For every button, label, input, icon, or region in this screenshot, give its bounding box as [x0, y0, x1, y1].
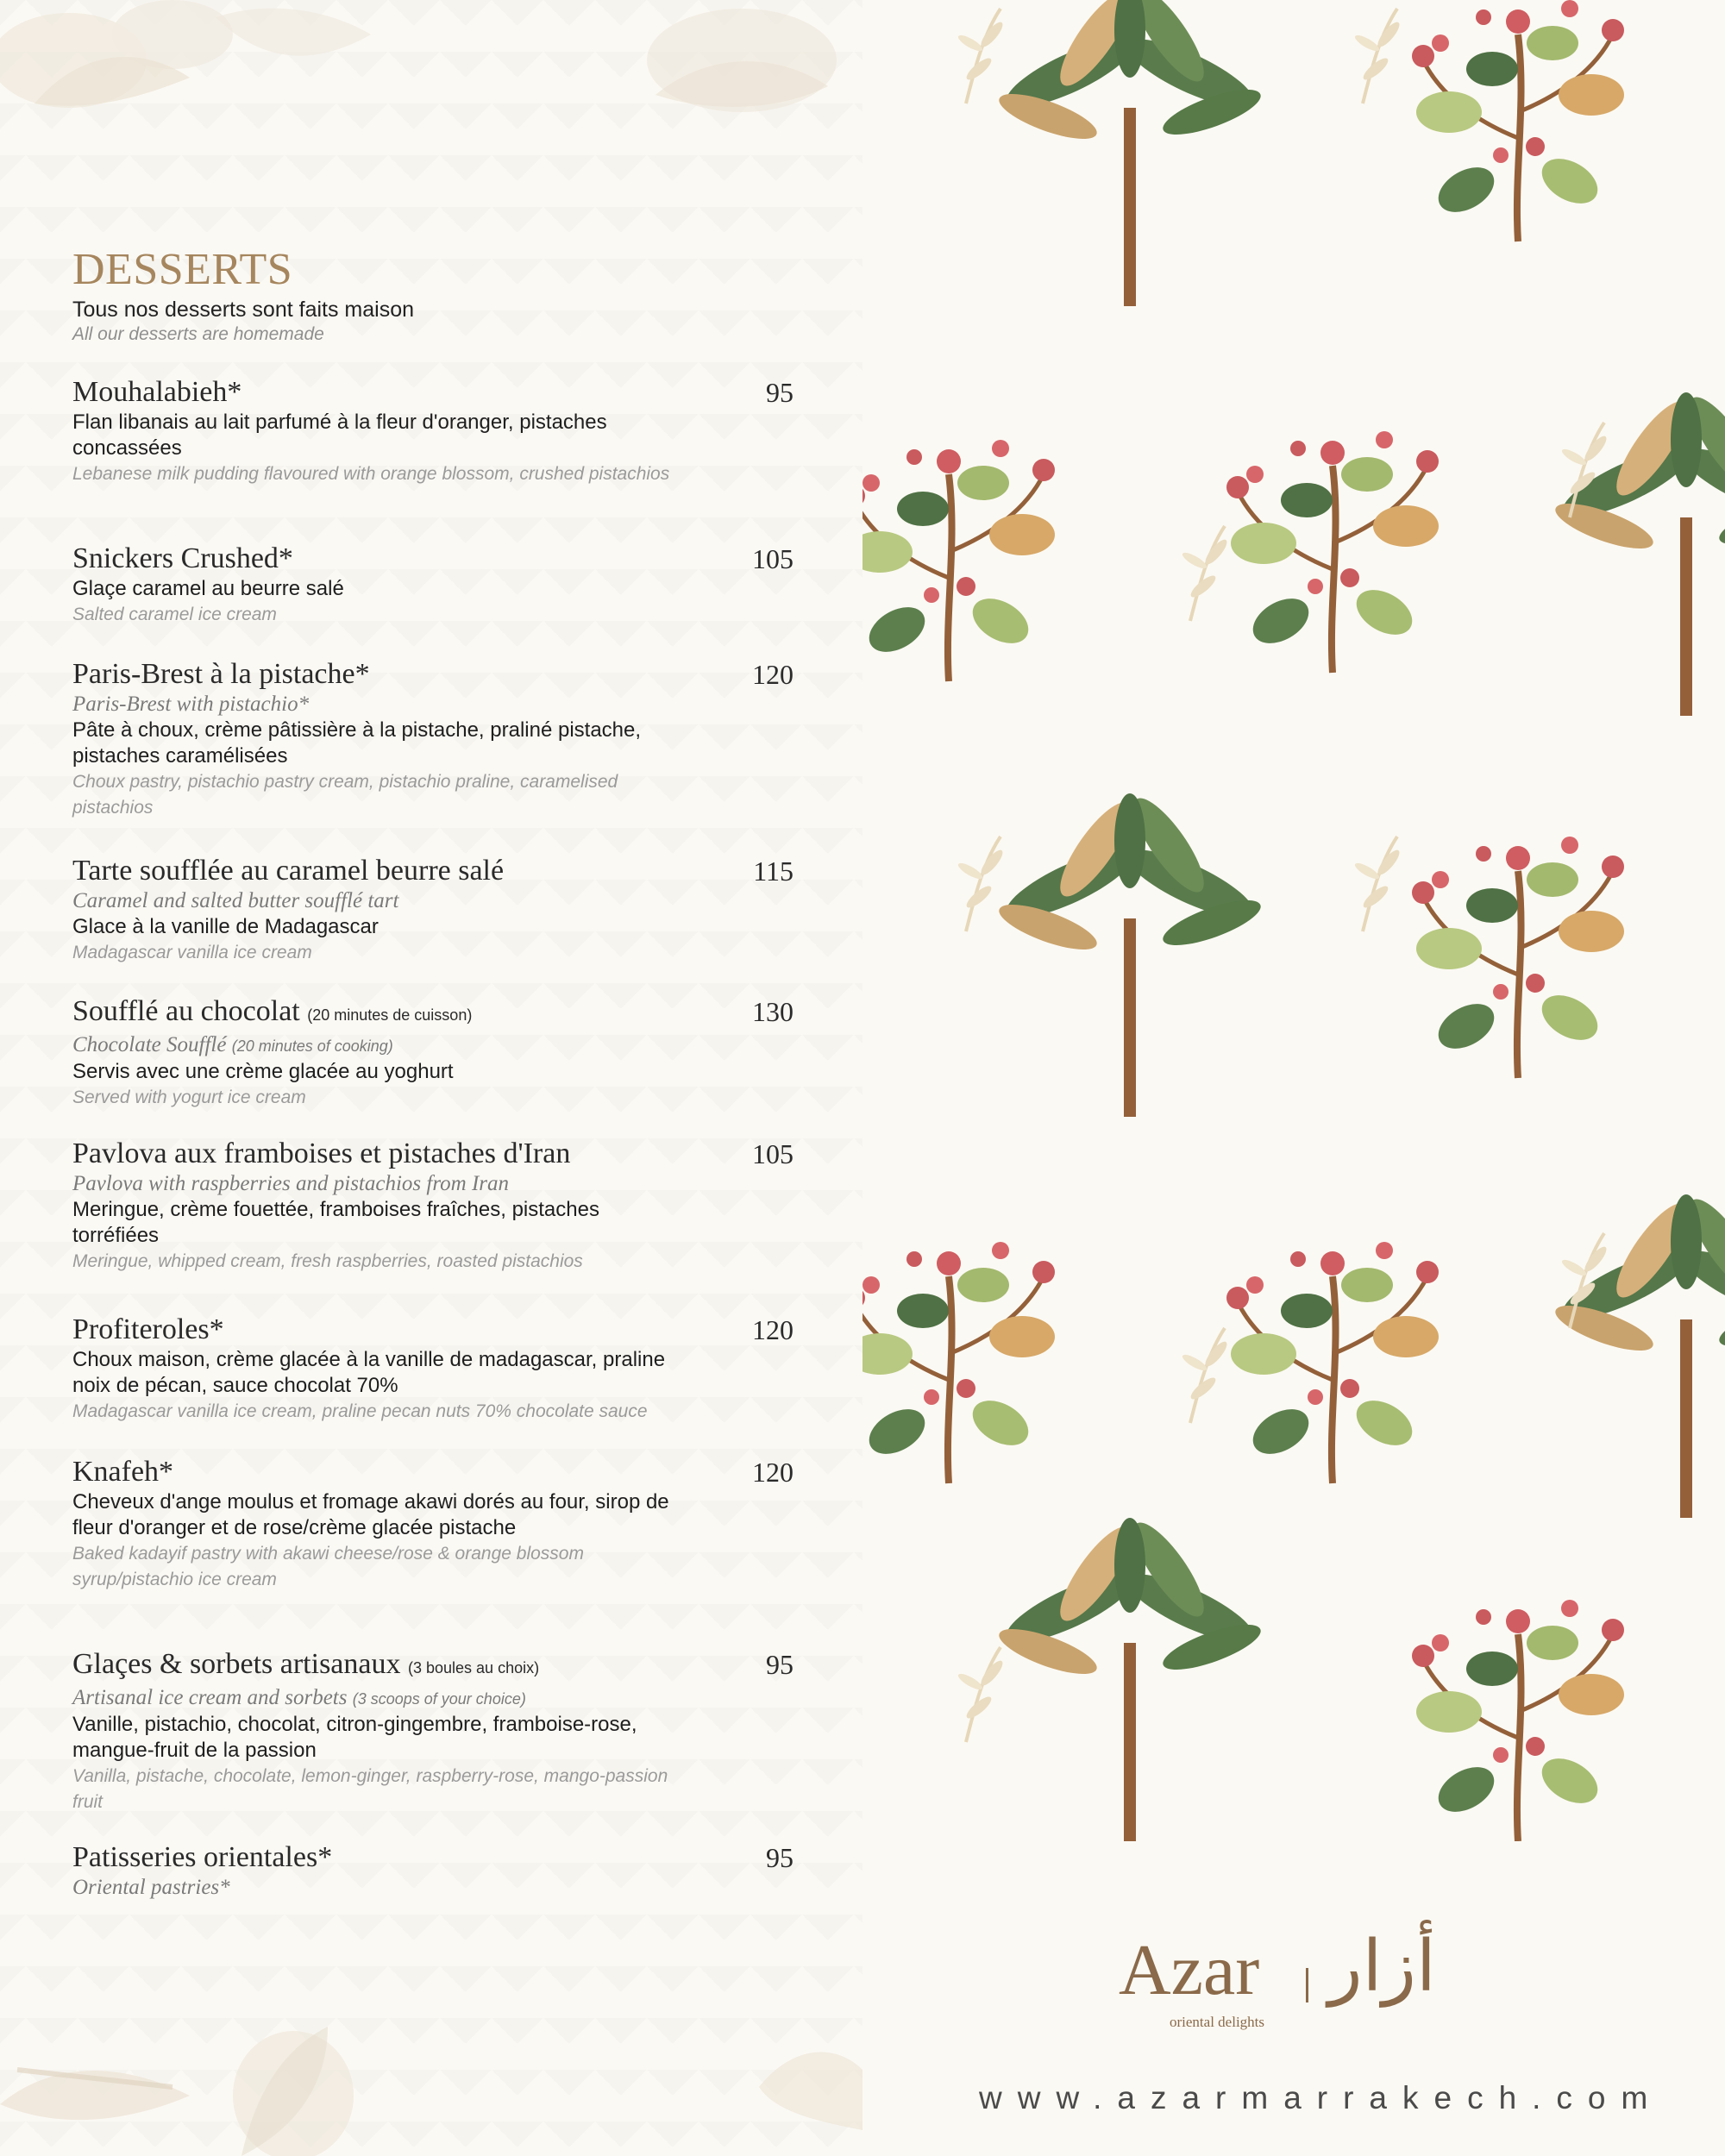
item-description-en: Madagascar vanilla ice cream, praline pecan nuts 70% chocolate sauce: [72, 1401, 648, 1421]
item-name-note: (20 minutes de cuisson): [307, 1006, 473, 1024]
item-price: 120: [752, 1457, 794, 1488]
menu-item-glaces-sorbets: [72, 1647, 794, 1815]
item-price: 120: [752, 1314, 794, 1345]
item-price: 95: [766, 1649, 794, 1680]
item-name: Pavlova aux framboises et pistaches d'Iran: [72, 1138, 571, 1169]
item-price: 115: [753, 856, 794, 887]
pattern-row-1: [862, 0, 1725, 716]
item-description-en: Salted caramel ice cream: [72, 605, 277, 624]
item-description-fr: Choux maison, crème glacée à la vanille de madagascar, praline noix de pécan, sauce chocolat 70%: [72, 1348, 666, 1397]
item-name-en: Pavlova with raspberries and pistachios from Iran: [72, 1172, 510, 1195]
menu-item-pavlova: [72, 1137, 794, 1275]
section-subtitle-fr: Tous nos desserts sont faits maison: [72, 298, 415, 322]
item-name-note: (3 boules au choix): [408, 1659, 540, 1677]
item-description-en: Lebanese milk pudding flavoured with orange blossom, crushed pistachios: [72, 464, 670, 484]
item-name-en: Paris-Brest with pistachio*: [72, 693, 310, 716]
item-name: Mouhalabieh*: [72, 376, 242, 408]
menu-item-profiteroles: [72, 1313, 794, 1425]
menu-item-patisseries-orientales: [72, 1840, 794, 1901]
item-price: 120: [752, 659, 794, 690]
item-name-en-note: (3 scoops of your choice): [352, 1690, 526, 1708]
item-description-fr: Pâte à choux, crème pâtissière à la pistache, praliné pistache, pistaches caramélisées: [72, 718, 642, 768]
item-name: Profiteroles*: [72, 1313, 224, 1345]
menu-item-tarte-soufflee: [72, 854, 794, 966]
item-name: Snickers Crushed*: [72, 542, 293, 574]
cover-panel: [862, 0, 1725, 2156]
item-name-en: Caramel and salted butter soufflé tart: [72, 889, 399, 912]
item-description-fr: Cheveux d'ange moulus et fromage akawi dorés au four, sirop de fleur d'oranger et de rose/crème glacée pistache: [72, 1490, 669, 1539]
floral-decoration-bottom: [0, 1992, 862, 2156]
item-description-en: Vanilla, pistache, chocolate, lemon-ginger, raspberry-rose, mango-passion fruit: [72, 1766, 668, 1812]
item-description-fr: Glace à la vanille de Madagascar: [72, 915, 379, 938]
item-name-en-note: (20 minutes of cooking): [231, 1037, 393, 1055]
botanical-pattern: [862, 0, 1725, 1841]
item-description-en: Served with yogurt ice cream: [72, 1087, 306, 1107]
item-name-en-wrapper: [72, 1685, 794, 1712]
item-name-en-wrapper: [72, 1032, 794, 1059]
item-name: Tarte soufflée au caramel beurre salé: [72, 855, 505, 887]
item-price: 95: [766, 377, 794, 408]
item-price: 95: [766, 1842, 794, 1873]
menu-panel: [0, 0, 862, 2156]
menu-item-snickers-crushed: [72, 542, 794, 628]
item-name-en: Oriental pastries*: [72, 1876, 230, 1899]
item-description-fr: Vanille, pistachio, chocolat, citron-gingembre, framboise-rose, mangue-fruit de la passion: [72, 1713, 637, 1762]
website-link[interactable]: www.azarmarrakech.com: [979, 2080, 1664, 2115]
item-description-fr: Servis avec une crème glacée au yoghurt: [72, 1060, 454, 1083]
pattern-row-2: [862, 789, 1725, 1518]
item-name: Glaçes & sorbets artisanaux: [72, 1648, 401, 1680]
item-price: 105: [752, 1138, 794, 1169]
item-description-en: Madagascar vanilla ice cream: [72, 943, 312, 962]
item-description-fr: Flan libanais au lait parfumé à la fleur d'oranger, pistaches concassées: [72, 411, 607, 460]
item-name: Paris-Brest à la pistache*: [72, 658, 370, 690]
item-name-en: Artisanal ice cream and sorbets: [72, 1686, 348, 1709]
item-name-en: Chocolate Soufflé: [72, 1033, 227, 1056]
pattern-row-3: [957, 1514, 1624, 1841]
brand-logo-arabic: أزار: [1328, 1926, 1436, 2008]
item-name-wrapper: [72, 1647, 794, 1685]
floral-decoration-top: [0, 0, 862, 164]
logo-divider: [1306, 1968, 1308, 2002]
item-name: Knafeh*: [72, 1456, 174, 1488]
item-description-fr: Glaçe caramel au beurre salé: [72, 577, 344, 600]
menu-item-knafeh: [72, 1455, 794, 1593]
item-price: 130: [752, 996, 794, 1027]
section-subtitle-en: All our desserts are homemade: [72, 324, 324, 344]
brand-tagline: oriental delights: [1170, 2014, 1265, 2030]
menu-item-paris-brest: [72, 657, 794, 821]
brand-logo-latin: Azar: [1119, 1930, 1260, 2010]
item-name: Patisseries orientales*: [72, 1841, 333, 1873]
item-description-en: Meringue, whipped cream, fresh raspberries, roasted pistachios: [72, 1251, 583, 1271]
item-description-en: Choux pastry, pistachio pastry cream, pistachio praline, caramelised pistachios: [72, 772, 618, 818]
section-title: DESSERTS: [72, 245, 293, 294]
menu-item-souffle-chocolat: [72, 994, 794, 1111]
item-price: 105: [752, 543, 794, 574]
menu-item-mouhalabieh: [72, 375, 794, 487]
item-name: Soufflé au chocolat: [72, 995, 300, 1027]
item-description-fr: Meringue, crème fouettée, framboises fraîches, pistaches torréfiées: [72, 1198, 599, 1247]
item-description-en: Baked kadayif pastry with akawi cheese/rose & orange blossom syrup/pistachio ice cream: [72, 1544, 584, 1589]
item-name-wrapper: [72, 994, 794, 1032]
